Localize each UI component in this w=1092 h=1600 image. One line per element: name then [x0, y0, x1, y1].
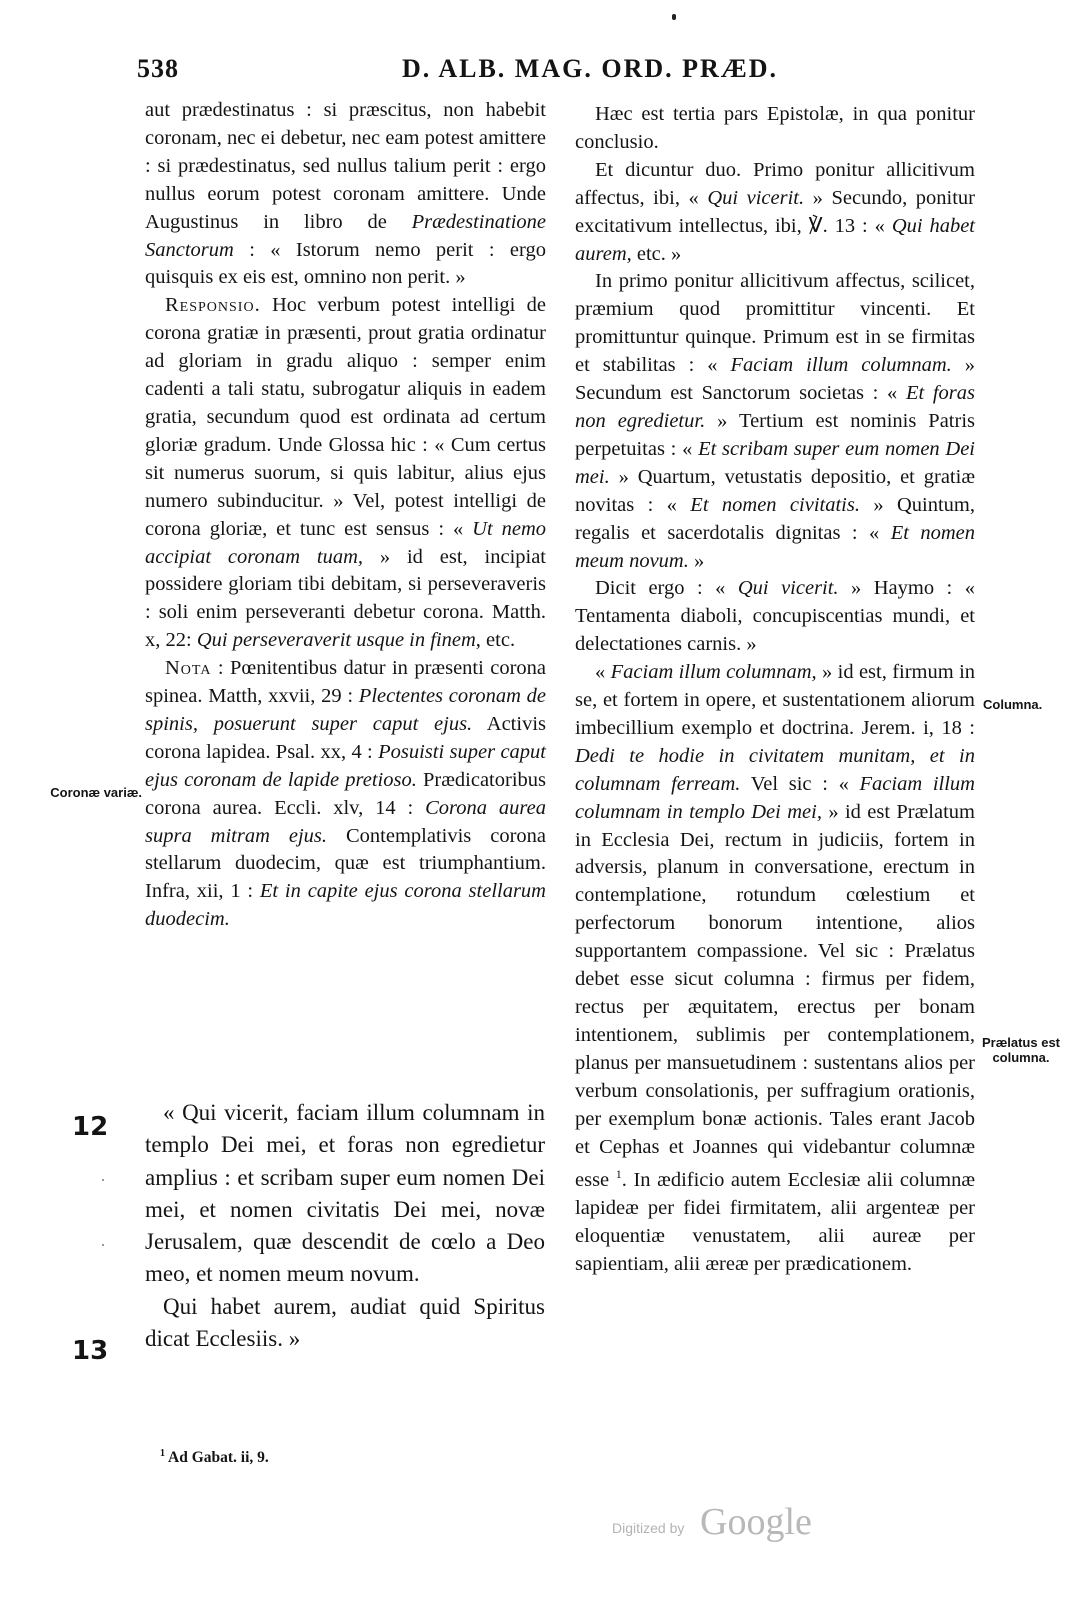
paragraph: In primo ponitur allicitivum affectus, scilicet, præmium quod promittitur vincenti. Et promittuntur quinque. Primum est in se firmitas et stabilitas : « Faciam illum columnam. » Secundum est Sanctorum societas : « Et foras non egredietur. » Tertium est nominis Patris perpetuitas : « Et scribam super eum nomen Dei mei. » Quartum, vetustatis depositio, et gratiæ novitas : « Et nomen civitatis. » Quintum, regalis et sacerdotalis dignitas : « Et nomen meum novum. »	[575, 270, 976, 572]
scripture-text	[145, 1097, 545, 1355]
margin-note-columna: Columna.	[983, 697, 1043, 712]
left-column	[145, 97, 546, 934]
section-label: Responsio.	[165, 294, 261, 317]
footnote-text: Ad Gabat. ii, 9.	[168, 1449, 269, 1467]
verse-13-text: Qui habet aurem, audiat quid Spiritus dicat Ecclesiis. »	[145, 1293, 545, 1352]
google-logo: Google	[700, 1501, 812, 1543]
section-label: Nota	[165, 657, 212, 680]
paragraph: aut prædestinatus : si præscitus, non habebit coronam, nec ei debetur, nec eam potest amittere : si prædestinatus, sed nullus talium perit : ergo nullus eorum potest coronam amittere. Unde Augustinus in libro de Prædestinatione Sanctorum : « Istorum nemo perit : ergo quisquis ex eis est, omnino non perit. »	[145, 99, 546, 289]
page-number: 538	[137, 54, 179, 83]
margin-dot	[102, 1179, 104, 1181]
margin-note-praelatus: Prælatus est columna.	[981, 1035, 1061, 1065]
paragraph: Dicit ergo : « Qui vicerit. » Haymo : « Tentamenta diaboli, concupiscentias mundi, et delectationes carnis. »	[575, 577, 975, 656]
paragraph-responsio: Responsio. Hoc verbum potest intelligi de corona gratiæ in præsenti, prout gratia ordinatur ad gloriam in gradu aliquo : semper enim cadenti a tali statu, subrogatur aliquis in eadem gratia, secundum quod est ordinata ad certum gloriæ gradum. Unde Glossa hic : « Cum certus sit numerus suorum, si quis labitur, alius ejus numero subinducitur. » Vel, potest intelligi de corona gloriæ, et tunc est sensus : « Ut nemo accipiat coronam tuam, » id est, incipiat possidere gloriam tibi debitam, si perseveraveris : soli enim perseveranti debetur corona. Matth. x, 22: Qui perseveraverit usque in finem, etc.	[145, 294, 546, 652]
paragraph: « Faciam illum columnam, » id est, firmum in se, et fortem in opere, et sustentationem aliorum imbecillium exemplo et doctrina. Jerem. i, 18 : Dedi te hodie in civitatem munitam, et in columnam ferream. Vel sic : « Faciam illum columnam in templo Dei mei, » id est Prælatum in Ecclesia Dei, rectum in judiciis, fortem in adversis, planum in conversatione, erectum in contemplatione, rotundum cœlestium et perfectorum bonorum intentione, alios supportantem compassione. Vel sic : Prælatus debet esse sicut columna : firmus per fidem, rectus per æquitatem, erectus per bonam intentionem, sublimis per contemplationem, planus per mansuetudinem : sustentans alios per verbum consolationis, per suffragium orationis, per exemplum bonæ actionis. Tales erant Jacob et Cephas et Joannes qui videbantur columnæ esse $^1$. In ædificio autem Ecclesiæ alii columnæ lapideæ per fidei firmitatem, alii argenteæ per eloquentiæ venustatem, alii aureæ per sapientiam, alii æreæ per prædicationem.	[575, 661, 976, 1275]
paragraph: Hæc est tertia pars Epistolæ, in qua ponitur conclusio.	[575, 103, 975, 153]
running-title: D. ALB. MAG. ORD. PRÆD.	[402, 54, 779, 83]
verse-12-text: « Qui vicerit, faciam illum columnam in templo Dei mei, et foras non egredietur amplius : et scribam super eum nomen Dei mei, et nomen civitatis Dei mei, novæ Jerusalem, quæ descendit de cœlo a Deo meo, et nomen meum novum.	[145, 1100, 545, 1287]
verse-number: 12	[72, 1112, 109, 1142]
paragraph: Et dicuntur duo. Primo ponitur allicitivum affectus, ibi, « Qui vicerit. » Secundo, ponitur excitativum intellectus, ibi, ℣. 13 : « Qui habet aurem, etc. »	[575, 158, 976, 265]
digitized-watermark	[612, 1500, 842, 1550]
right-column	[575, 101, 975, 1279]
running-header	[0, 54, 1092, 94]
book-title: Prædestinatione Sanctorum	[145, 210, 546, 261]
footnote-reference: 1	[615, 1167, 622, 1182]
ink-speck	[672, 14, 676, 20]
margin-dot	[102, 1244, 104, 1246]
watermark-prefix: Digitized by	[612, 1520, 685, 1536]
verse-number: 13	[72, 1336, 109, 1366]
footnote-mark: 1	[160, 1448, 165, 1459]
margin-note-coronae: Coronæ variæ.	[50, 785, 142, 800]
footnote	[160, 1448, 269, 1467]
paragraph-nota: Nota : Pœnitentibus datur in præsenti corona spinea. Matth, xxvii, 29 : Plectentes coronam de spinis, posuerunt super caput ejus. Activis corona lapidea. Psal. xx, 4 : Posuisti super caput ejus coronam de lapide pretioso. Prædicatoribus corona aurea. Eccli. xlv, 14 : Corona aurea supra mitram ejus. Contemplativis corona stellarum duodecim, quæ est triumphantium. Infra, xii, 1 : Et in capite ejus corona stellarum duodecim.	[145, 657, 546, 931]
